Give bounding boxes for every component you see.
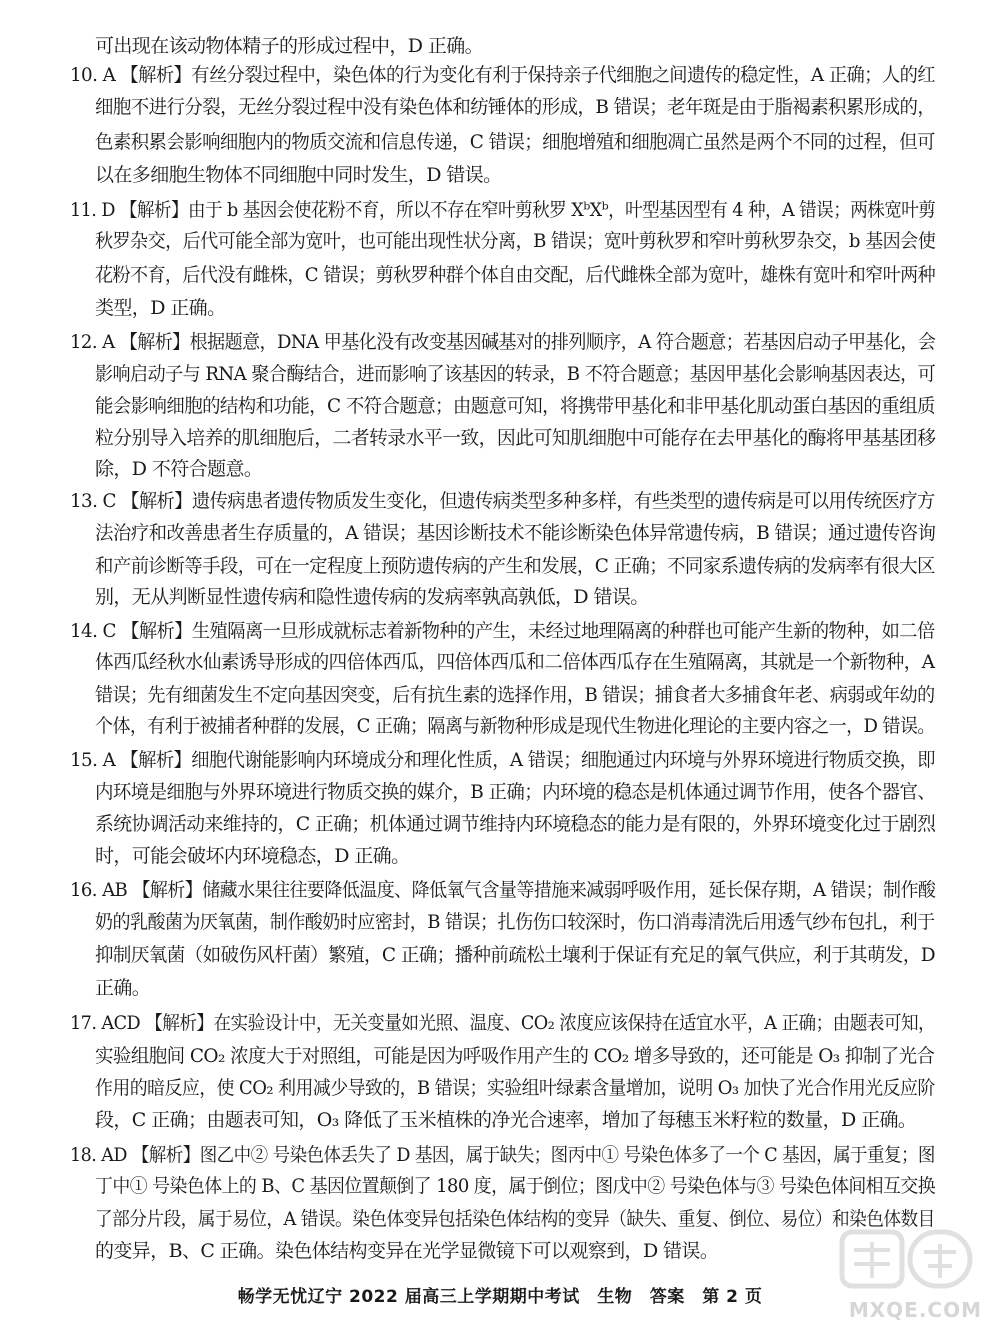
watermark [840,1224,990,1324]
text-line: 以在多细胞生物体不同细胞中同时发生，D 错误。 [95,164,502,186]
text-line: 色素积累会影响细胞内的物质交流和信息传递，C 错误；细胞增殖和细胞凋亡虽然是两个不同的过程，但可 [95,131,935,153]
text-line: 细胞不进行分裂，无丝分裂过程中没有染色体和纺锤体的形成，B 错误；老年斑是由于脂褐素积累形成的， [95,96,936,118]
text-line: 丁中① 号染色体上的 B、C 基因位置颠倒了 180 度，属于倒位；图戊中② 号染色体与③ 号染色体间相互交换 [95,1175,936,1197]
answer-logo-stamp-icon [838,1224,978,1294]
text-line: 可出现在该动物体精子的形成过程中，D 正确。 [95,35,484,57]
text-line: 实验组胞间 CO₂ 浓度大于对照组，可能是因为呼吸作用产生的 CO₂ 增多导致的，还可能是 O₃ 抑制了光合 [95,1045,935,1067]
text-line: 秋罗杂交，后代可能全部为宽叶，也可能出现性状分离，B 错误；宽叶剪秋罗和窄叶剪秋罗杂交，b 基因会使 [95,230,936,252]
text-line: 类型，D 正确。 [95,297,226,319]
text-line: 13. C 【解析】遗传病患者遗传物质发生变化，但遗传病类型多种多样，有些类型的遗传病是可以用传统医疗方 [70,490,935,512]
text-line: 抑制厌氧菌（如破伤风杆菌）繁殖，C 正确；播种前疏松土壤利于保证有充足的氧气供应，利于其萌发，D [95,944,936,966]
text-line: 了部分片段，属于易位，A 错误。染色体变异包括染色体结构的变异（缺失、重复、倒位、易位）和染色体数目 [95,1208,935,1230]
text-line: 的变异，B、C 正确。染色体结构变异在光学显微镜下可以观察到，D 错误。 [95,1240,719,1262]
text-line: 系统协调活动来维持的，C 正确；机体通过调节维持内环境稳态的能力是有限的，外界环境变化过于剧烈 [95,813,936,835]
text-line: 能会影响细胞的结构和功能，C 不符合题意；由题意可知，将携带甲基化和非甲基化肌动蛋白基因的重组质 [95,395,935,417]
text-line: 作用的暗反应，使 CO₂ 利用减少导致的，B 错误；实验组叶绿素含量增加，说明 O₃ 加快了光合作用光反应阶 [95,1077,935,1099]
text-line: 错误；先有细菌发生不定向基因突变，后有抗生素的选择作用，B 错误；捕食者大多捕食年老、病弱或年幼的 [95,684,935,706]
text-line: 体西瓜经秋水仙素诱导形成的四倍体西瓜，四倍体西瓜和二倍体西瓜存在生殖隔离，其就是一个新物种，A [95,651,935,673]
text-line: 11. D 【解析】由于 b 基因会使花粉不育，所以不存在窄叶剪秋罗 XᵇXᵇ，叶型基因型有 4 种，A 错误；两株宽叶剪 [70,199,936,221]
text-line: 12. A 【解析】根据题意，DNA 甲基化没有改变基因碱基对的排列顺序，A 符合题意；若基因启动子甲基化，会 [70,331,936,353]
text-line: 10. A 【解析】有丝分裂过程中，染色体的行为变化有利于保持亲子代细胞之间遗传的稳定性，A 正确；人的红 [70,64,936,86]
text-line: 奶的乳酸菌为厌氧菌，制作酸奶时应密封，B 错误；扎伤伤口较深时，伤口消毒清洗后用透气纱布包扎，利于 [95,911,935,933]
text-line: 别，无从判断显性遗传病和隐性遗传病的发病率孰高孰低，D 错误。 [95,586,649,608]
page-footer: 畅学无忧辽宁 2022 届高三上学期期中考试 生物 答案 第 2 页 [237,1287,763,1307]
text-line: 18. AD 【解析】图乙中② 号染色体丢失了 D 基因，属于缺失；图丙中① 号染色体多了一个 C 基因，属于重复；图 [70,1144,935,1166]
text-line: 17. ACD 【解析】在实验设计中，无关变量如光照、温度、CO₂ 浓度应该保持在适宜水平，A 正确；由题表可知， [70,1012,936,1034]
text-line: 内环境是细胞与外界环境进行物质交换的媒介，B 正确；内环境的稳态是机体通过调节作用，使各个器官、 [95,781,936,803]
text-line: 粒分别导入培养的肌细胞后，二者转录水平一致，因此可知肌细胞中可能存在去甲基化的酶将甲基基团移 [95,427,936,449]
text-line: 和产前诊断等手段，可在一定程度上预防遗传病的产生和发展，C 正确；不同家系遗传病的发病率有很大区 [95,555,935,577]
text-line: 14. C 【解析】生殖隔离一旦形成就标志着新物种的产生，未经过地理隔离的种群也可能产生新的物种，如二倍 [70,620,935,642]
watermark-text: MXQE.COM [848,1298,982,1322]
text-line: 时，可能会破坏内环境稳态，D 正确。 [95,845,410,867]
text-line: 正确。 [95,977,151,999]
text-line: 段，C 正确；由题表可知，O₃ 降低了玉米植株的净光合速率，增加了每穗玉米籽粒的数量，D 正确。 [95,1109,917,1131]
text-line: 个体，有利于被捕者种群的发展，C 正确；隔离与新物种形成是现代生物进化理论的主要内容之一，D 错误。 [95,715,935,737]
text-line: 16. AB 【解析】储藏水果往往要降低温度、降低氧气含量等措施来减弱呼吸作用，延长保存期，A 错误；制作酸 [70,879,936,901]
text-line: 15. A 【解析】细胞代谢能影响内环境成分和理化性质，A 错误；细胞通过内环境与外界环境进行物质交换，即 [70,749,936,771]
text-line: 影响启动子与 RNA 聚合酶结合，进而影响了该基因的转录，B 不符合题意；基因甲基化会影响基因表达，可 [95,363,936,385]
text-line: 法治疗和改善患者生存质量的，A 错误；基因诊断技术不能诊断染色体异常遗传病，B 错误；通过遗传咨询 [95,522,936,544]
text-line: 除，D 不符合题意。 [95,458,263,480]
text-line: 花粉不育，后代没有雌株，C 错误；剪秋罗种群个体自由交配，后代雌株全部为宽叶，雄株有宽叶和窄叶两种 [95,264,936,286]
